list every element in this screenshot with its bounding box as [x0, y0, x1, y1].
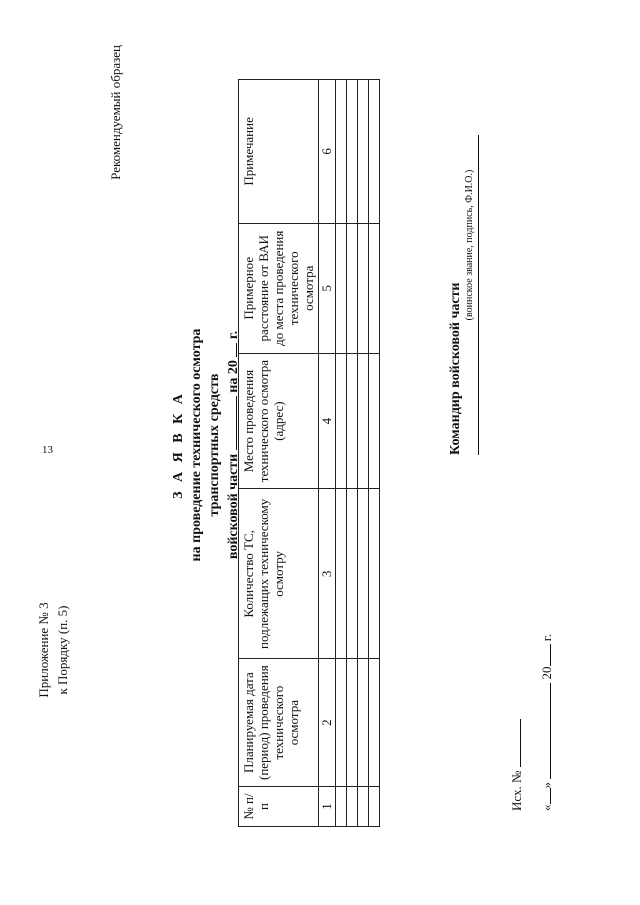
header-note: Примечание [239, 80, 319, 224]
title-year-suffix: г. [226, 330, 241, 340]
table-row [358, 80, 369, 827]
month-blank [538, 683, 551, 779]
close-quote: » [539, 782, 554, 789]
title-unit-label: войсковой части [226, 453, 241, 560]
date-year-prefix: 20 [539, 666, 554, 680]
date-year-suffix: г. [539, 634, 554, 642]
column-number-2: 2 [319, 659, 336, 787]
page-number: 13 [42, 444, 53, 456]
request-table [238, 79, 380, 827]
appendix-line-2: к Порядку (п. 5) [55, 605, 70, 695]
outgoing-number-blank [508, 719, 521, 767]
header-planned-date: Планируемая дата (период) проведения технического осмотра [239, 659, 319, 787]
commander-label: Командир войсковой части [448, 282, 463, 455]
column-number-4: 4 [319, 353, 336, 489]
commander-caption: (воинское звание, подпись, Ф.И.О.) [464, 169, 475, 321]
appendix-line-1: Приложение № 3 [36, 602, 51, 698]
year-blank [224, 343, 237, 357]
sample-note: Рекомендуемый образец [108, 45, 123, 180]
document-title [170, 285, 243, 605]
unit-number-blank [224, 396, 237, 450]
table-row [369, 80, 380, 827]
date-year-blank [538, 645, 551, 667]
date-line [538, 634, 555, 811]
header-vehicle-count: Количество ТС, подлежащих техническому осмотру [239, 489, 319, 659]
column-number-5: 5 [319, 223, 336, 353]
header-number: № п/п [239, 787, 319, 827]
column-number-1: 1 [319, 787, 336, 827]
outgoing-label: Исх. № [509, 770, 524, 811]
column-number-6: 6 [319, 80, 336, 224]
title-line-2: на проведение технического осмотра транспортных средств [189, 328, 222, 562]
outgoing-number [508, 719, 525, 811]
title-year-prefix: на 20 [226, 360, 241, 393]
table-row [336, 80, 347, 827]
title-word: З А Я В К А [171, 391, 186, 499]
column-number-3: 3 [319, 489, 336, 659]
appendix-note [34, 550, 72, 750]
header-location: Место проведения технического осмотра (адрес) [239, 353, 319, 489]
open-quote: « [539, 804, 554, 811]
table-row [347, 80, 358, 827]
header-distance: Примерное расстояние от ВАИ до места проведения технического осмотра [239, 223, 319, 353]
table-header-row [239, 80, 319, 827]
day-blank [538, 789, 551, 805]
table-column-numbers [319, 80, 336, 827]
